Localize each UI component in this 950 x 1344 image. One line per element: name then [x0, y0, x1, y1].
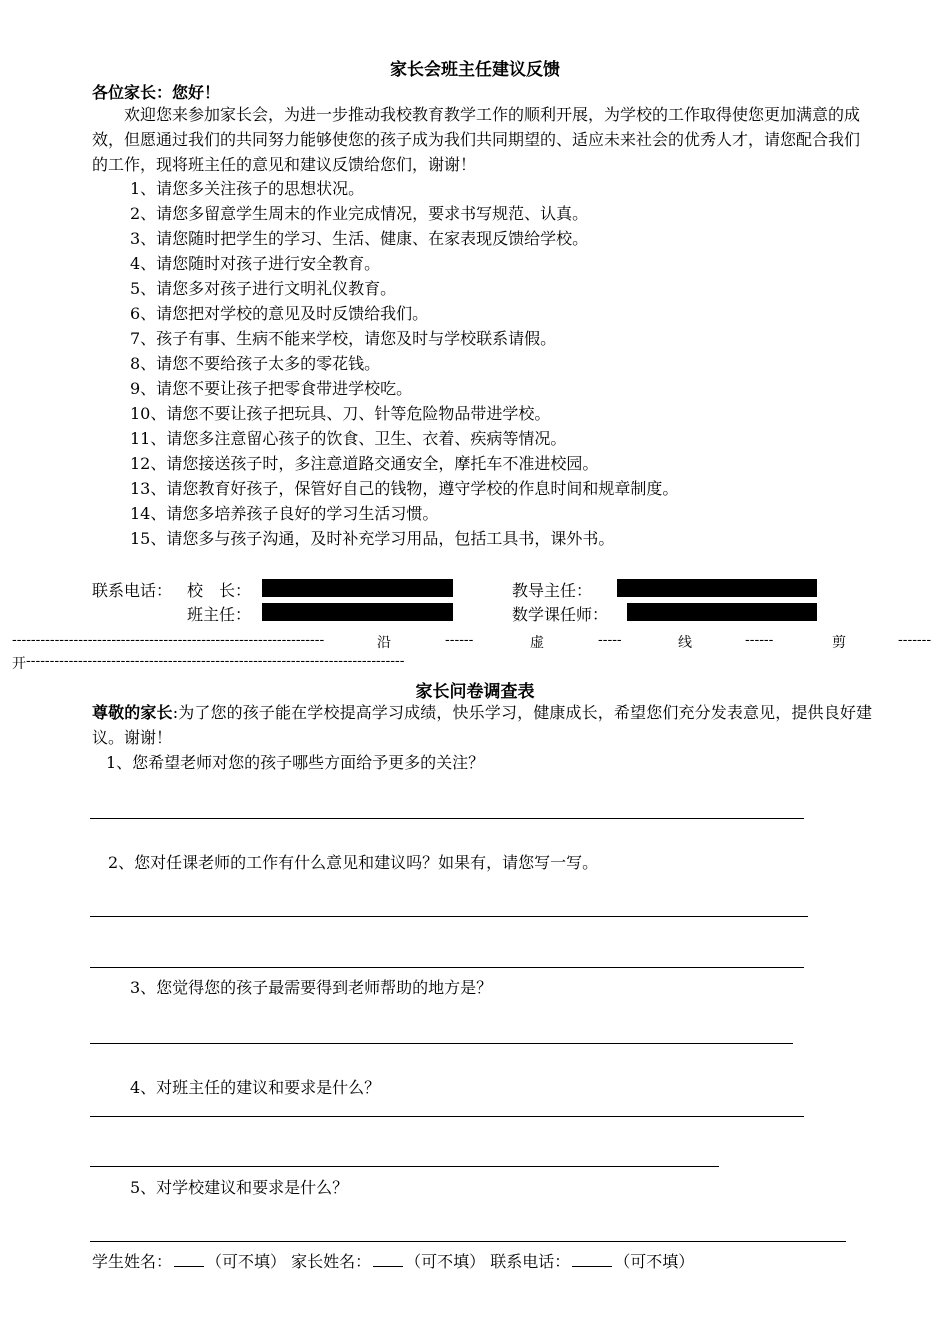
redacted-head-teacher-phone — [262, 603, 453, 621]
advice-item: 13、请您教育好孩子，保管好自己的钱物，遵守学校的作息时间和规章制度。 — [130, 479, 679, 498]
student-name-label: 学生姓名： — [92, 1252, 173, 1271]
answer-line[interactable] — [90, 1166, 719, 1167]
intro-paragraph: 欢迎您来参加家长会，为进一步推动我校教育教学工作的顺利开展，为学校的工作取得使您更加满意的成效，但愿通过我们的共同努力能够使您的孩子成为我们共同期望的、适应未来社会的优秀人才，请您配合我们的工作，现将班主任的意见和建议反馈给您们，谢谢！ — [92, 105, 861, 174]
answer-line[interactable] — [90, 1043, 793, 1044]
parent-name-label: 家长姓名： — [291, 1252, 372, 1271]
answer-line[interactable] — [90, 818, 804, 819]
greeting: 各位家长：您好！ — [92, 83, 221, 102]
advice-item: 15、请您多与孩子沟通，及时补充学习用品，包括工具书，课外书。 — [130, 529, 615, 548]
advice-item: 5、请您多对孩子进行文明礼仪教育。 — [130, 279, 397, 298]
advice-item: 8、请您不要给孩子太多的零花钱。 — [130, 354, 381, 373]
question-3: 3、您觉得您的孩子最需要得到老师帮助的地方是？ — [130, 978, 493, 997]
redacted-principal-phone — [262, 579, 453, 597]
head-teacher-label: 班主任： — [187, 605, 252, 624]
phone-blank[interactable] — [572, 1250, 612, 1267]
questionnaire-title: 家长问卷调查表 — [415, 682, 535, 702]
question-1: 1、您希望老师对您的孩子哪些方面给予更多的关注？ — [106, 753, 485, 772]
advice-item: 7、孩子有事、生病不能来学校，请您及时与学校联系请假。 — [130, 329, 557, 348]
redacted-math-teacher-phone — [627, 603, 817, 621]
student-name-blank[interactable] — [174, 1250, 204, 1267]
answer-line[interactable] — [90, 916, 808, 917]
advice-item: 3、请您随时把学生的学习、生活、健康、在家表现反馈给学校。 — [130, 229, 589, 248]
answer-line[interactable] — [90, 967, 804, 968]
answer-line[interactable] — [90, 1116, 804, 1117]
questionnaire-intro-text: :为了您的孩子能在学校提高学习成绩，快乐学习，健康成长，希望您们充分发表意见，提供良好建议。谢谢！ — [92, 703, 872, 747]
question-5: 5、对学校建议和要求是什么？ — [130, 1178, 349, 1197]
answer-line[interactable] — [90, 1241, 846, 1242]
advice-list — [130, 176, 678, 551]
question-4: 4、对班主任的建议和要求是什么？ — [130, 1078, 381, 1097]
advice-item: 14、请您多培养孩子良好的学习生活习惯。 — [130, 504, 439, 523]
footer-info — [92, 1249, 694, 1272]
parent-name-blank[interactable] — [373, 1250, 403, 1267]
optional-note: （可不填） — [614, 1252, 695, 1271]
dean-label: 教导主任： — [512, 581, 593, 600]
advice-item: 11、请您多注意留心孩子的饮食、卫生、衣着、疾病等情况。 — [130, 429, 567, 448]
redacted-dean-phone — [617, 579, 817, 597]
advice-item: 9、请您不要让孩子把零食带进学校吃。 — [130, 379, 413, 398]
advice-item: 2、请您多留意学生周末的作业完成情况，要求书写规范、认真。 — [130, 204, 589, 223]
optional-note: （可不填） — [206, 1252, 287, 1271]
phone-label: 联系电话： — [490, 1252, 571, 1271]
advice-item: 12、请您接送孩子时，多注意道路交通安全，摩托车不准进校园。 — [130, 454, 599, 473]
salutation: 尊敬的家长 — [92, 703, 173, 722]
contact-label: 联系电话： — [92, 581, 173, 600]
advice-item: 1、请您多关注孩子的思想状况。 — [130, 179, 365, 198]
question-2: 2、您对任课老师的工作有什么意见和建议吗？如果有，请您写一写。 — [108, 853, 599, 872]
questionnaire-intro — [92, 700, 872, 750]
advice-item: 10、请您不要让孩子把玩具、刀、针等危险物品带进学校。 — [130, 404, 551, 423]
advice-item: 6、请您把对学校的意见及时反馈给我们。 — [130, 304, 429, 323]
advice-item: 4、请您随时对孩子进行安全教育。 — [130, 254, 381, 273]
math-teacher-label: 数学课任师： — [512, 605, 609, 624]
principal-label: 校 长： — [187, 581, 252, 600]
optional-note: （可不填） — [405, 1252, 486, 1271]
feedback-title: 家长会班主任建议反馈 — [390, 60, 560, 80]
